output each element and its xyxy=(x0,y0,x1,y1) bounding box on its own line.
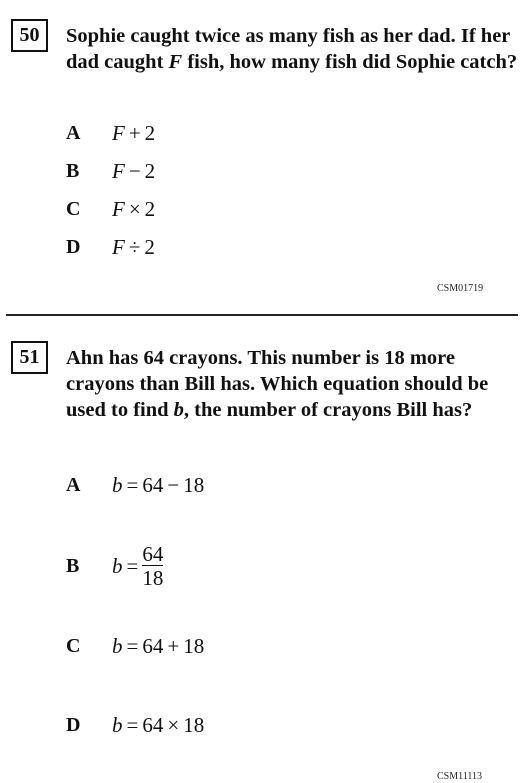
item-code: CSM01719 xyxy=(437,283,484,294)
option-letter: C xyxy=(66,197,81,220)
question-number-box: 51 xyxy=(11,341,48,374)
option-letter: A xyxy=(66,121,81,144)
answer-option-a[interactable] xyxy=(66,470,204,500)
option-expression: F − 2 xyxy=(112,158,156,183)
option-letter: D xyxy=(66,713,81,736)
stem-text: fish, how many fish did Sophie catch? xyxy=(182,51,518,73)
option-expression: F ÷ 2 xyxy=(112,234,155,259)
stem-text: , the number of crayons Bill has? xyxy=(183,399,473,421)
option-letter: D xyxy=(66,235,81,258)
answer-option-b[interactable] xyxy=(66,540,163,592)
stem-variable: F xyxy=(168,51,183,73)
option-letter: B xyxy=(66,159,80,182)
item-code: CSM11113 xyxy=(437,771,483,782)
option-expression: b = 64 + 18 xyxy=(112,633,205,658)
question-stem xyxy=(66,23,518,75)
section-divider xyxy=(6,314,518,316)
answer-option-c[interactable] xyxy=(66,631,204,661)
option-letter: B xyxy=(66,554,80,577)
stem-variable: b xyxy=(173,399,184,421)
question-number-box: 50 xyxy=(11,19,48,52)
option-expression: F × 2 xyxy=(112,196,156,221)
fraction xyxy=(142,543,163,590)
option-expression: F + 2 xyxy=(112,120,156,145)
option-letter: C xyxy=(66,634,81,657)
fraction-denominator: 18 xyxy=(142,565,164,590)
stem-text: Sophie caught twice as many fish as her dad. If her dad caught xyxy=(66,25,511,73)
option-expression: b = $\frac{64}{18}$ xyxy=(112,541,164,590)
option-letter: A xyxy=(66,473,81,496)
option-expression: b = 64 − 18 xyxy=(112,472,205,497)
answer-option-b[interactable] xyxy=(66,156,155,186)
answer-option-d[interactable] xyxy=(66,232,155,262)
fraction-numerator: 64 xyxy=(142,541,164,566)
stem-text: Ahn has 64 crayons. This number is 18 more crayons than Bill has. Which equation should be used to find xyxy=(66,347,489,421)
question-stem xyxy=(66,345,518,423)
answer-option-a[interactable] xyxy=(66,118,155,148)
answer-option-c[interactable] xyxy=(66,194,155,224)
option-expression: b = 64 × 18 xyxy=(112,712,205,737)
answer-option-d[interactable] xyxy=(66,710,204,740)
